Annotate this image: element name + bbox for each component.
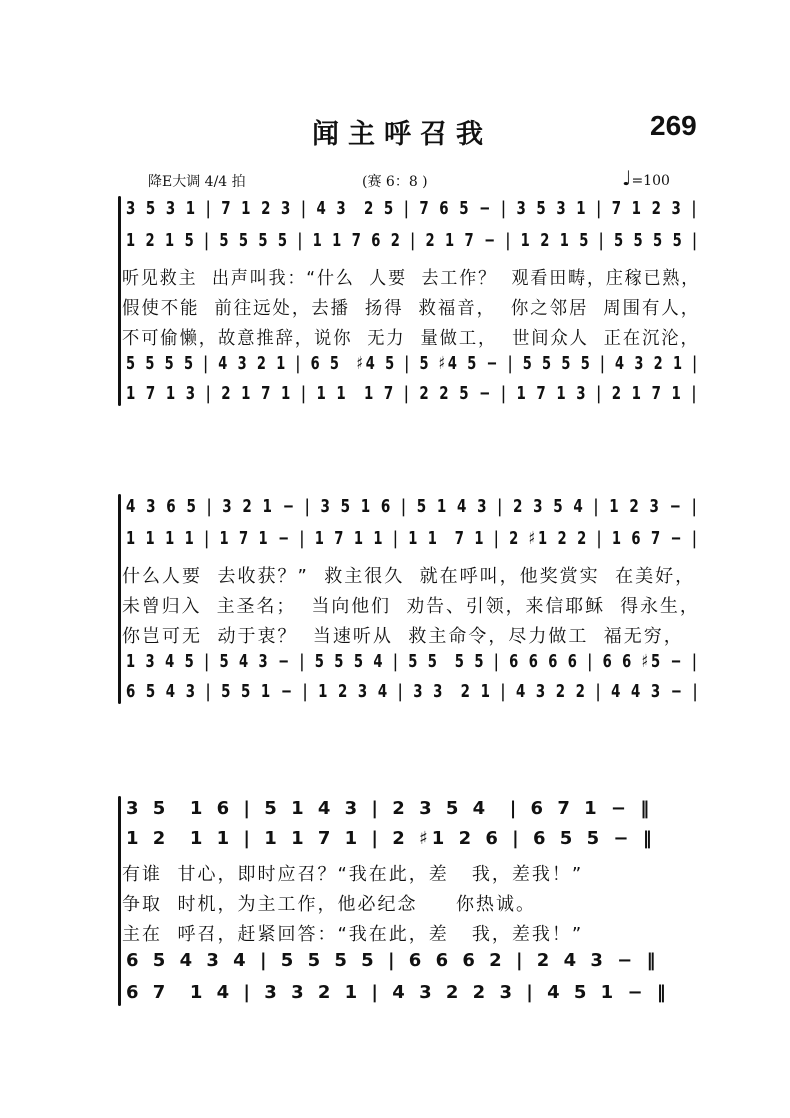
system-3-soprano-line: 3 5 1 6 | 5 1 4 3 | 2 3 5 4 | 6 7 1 − ‖ [126, 798, 654, 819]
system-2-bass-line: 6 5 4 3 | 5 5 1 − | 1 2 3 4 | 3 3 2 1 | 4 3 2 2 | 4 4 3 − | [126, 681, 701, 702]
tempo-marking [622, 166, 670, 190]
system-1-soprano-line: 3 5 3 1 | 7 1 2 3 | 4 3 2 5 | 7 6 5 − | 3 5 3 1 | 7 1 2 3 | [126, 198, 700, 219]
system-1-verse-1: 听见救主 出声叫我：“什么 人要 去工作？ 观看田畴，庄稼已熟， [122, 268, 701, 289]
system-3-verse-2: 争取 时机，为主工作，他必纪念 你热诚。 [122, 894, 537, 915]
tempo-value: =100 [631, 173, 670, 189]
hymn-title: 闻主呼召我 [312, 119, 492, 150]
system-3-verse-3: 主在 呼召，赶紧回答：“我在此，差 我，差我！” [122, 924, 584, 945]
system-2-tenor-line: 1 3 4 5 | 5 4 3 − | 5 5 5 4 | 5 5 5 5 | 6 6 6 6 | 6 6 ♯5 − | [126, 651, 700, 672]
system-3-brace [118, 796, 121, 1006]
system-3-tenor-line: 6 5 4 3 4 | 5 5 5 5 | 6 6 6 2 | 2 4 3 − ‖ [126, 950, 660, 971]
hymn-number: 269 [650, 110, 697, 141]
system-3-bass-line: 6 7 1 4 | 3 3 2 1 | 4 3 2 2 3 | 4 5 1 − ‖ [126, 982, 670, 1003]
system-2-verse-1: 什么人要 去收获？” 救主很久 就在呼叫，他奖赏实 在美好， [122, 566, 696, 587]
system-3-alto-line: 1 2 1 1 | 1 1 7 1 | 2 ♯1 2 6 | 6 5 5 − ‖ [126, 828, 656, 849]
system-3-verse-1: 有谁 甘心，即时应召？“我在此，差 我，差我！” [122, 864, 584, 885]
system-1-bass-line: 1 7 1 3 | 2 1 7 1 | 1 1 1 7 | 2 2 5 − | 1 7 1 3 | 2 1 7 1 | [126, 383, 700, 404]
system-2-alto-line: 1 1 1 1 | 1 7 1 − | 1 7 1 1 | 1 1 7 1 | 2 ♯1 2 2 | 1 6 7 − | [126, 528, 700, 549]
system-2-soprano-line: 4 3 6 5 | 3 2 1 − | 3 5 1 6 | 5 1 4 3 | 2 3 5 4 | 1 2 3 − | [126, 496, 700, 517]
system-1-verse-2: 假使不能 前往远处，去播 扬得 救福音， 你之邻居 周围有人， [122, 298, 701, 319]
system-2-verse-2: 未曾归入 主圣名； 当向他们 劝告、引领，来信耶稣 得永生， [122, 596, 700, 617]
system-1-brace [118, 196, 121, 406]
system-1-alto-line: 1 2 1 5 | 5 5 5 5 | 1 1 7 6 2 | 2 1 7 − | 1 2 1 5 | 5 5 5 5 | [126, 230, 700, 251]
system-2-brace [118, 494, 121, 704]
quarter-note-icon: ♩ [622, 166, 632, 190]
system-1-tenor-line: 5 5 5 5 | 4 3 2 1 | 6 5 ♯4 5 | 5 ♯4 5 − | 5 5 5 5 | 4 3 2 1 | [126, 353, 700, 374]
scripture-reference: (赛 6：8 ) [362, 174, 428, 190]
key-signature: 降E大调 4/4 拍 [148, 174, 246, 190]
system-2-verse-3: 你岂可无 动于衷？ 当速听从 救主命令，尽力做工 福无穷， [122, 626, 684, 647]
system-1-verse-3: 不可偷懒，故意推辞，说你 无力 量做工， 世间众人 正在沉沦， [122, 328, 700, 349]
